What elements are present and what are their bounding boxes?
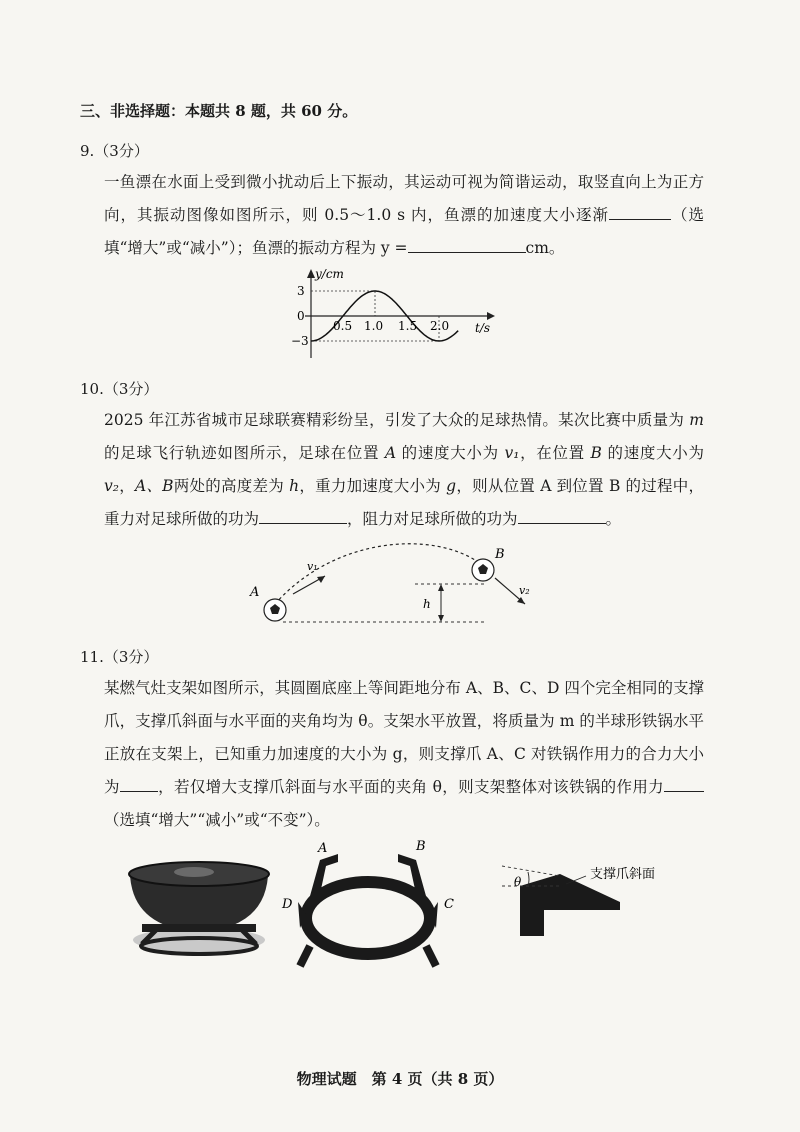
x-axis-arrow [487, 312, 495, 320]
label-theta: θ [514, 875, 522, 889]
label-v1: v₁ [307, 560, 318, 573]
question-11-number: 11.（3分） [80, 648, 159, 666]
stand-ring [306, 882, 430, 954]
claw-cross-section-figure [500, 856, 700, 946]
x-tick-label: 0.5 [333, 319, 353, 333]
answer-blank[interactable] [259, 508, 347, 525]
x-tick-label: 1.0 [364, 319, 384, 333]
trajectory-curve [275, 544, 481, 604]
y-tick-label: 0 [297, 309, 305, 323]
question-9-text: 一鱼漂在水面上受到微小扰动后上下振动，其运动可视为简谐运动，取竖直向上为正方向，其振动图像如图所示，则 0.5～1.0 s 内，鱼漂的加速度大小逐渐 （选填“增大”或“减小”）；鱼漂的振动方程为 y = cm。 [104, 173, 704, 257]
claw-profile [520, 874, 620, 936]
wok-photo [124, 850, 274, 960]
question-11-text: 某燃气灶支架如图所示，其圆圈底座上等间距地分布 A、B、C、D 四个完全相同的支撑爪，支撑爪斜面与水平面的夹角均为 θ。支架水平放置，将质量为 m 的半球形铁锅水平正放在支架上，已知重力加速度的大小为 g，则支撑爪 A、C 对铁锅作用力的合力大小为 ，若仅增大支撑爪斜面与水平面的夹角 θ，则支架整体对该铁锅的作用力（选填“增大”“减小”或“不变”）。 [104, 679, 704, 829]
question-9-number: 9.（3分） [80, 142, 149, 160]
x-axis-label: t/s [475, 321, 491, 335]
label-surface: 支撑爪斜面 [590, 867, 656, 882]
vibration-graph [285, 266, 505, 360]
x-tick-label: 2.0 [430, 319, 450, 333]
football-b [472, 559, 494, 581]
answer-blank[interactable] [518, 508, 606, 525]
label-v2: v₂ [519, 584, 530, 597]
label-a: A [250, 585, 260, 600]
answer-blank[interactable] [408, 237, 526, 254]
y-tick-label: −3 [291, 334, 309, 348]
answer-blank[interactable] [609, 204, 671, 221]
football-trajectory-figure [245, 536, 555, 636]
burner-stand-figure [280, 836, 460, 976]
label-c: C [444, 897, 454, 912]
label-b: B [495, 547, 505, 562]
y-axis-label: y/cm [315, 267, 344, 281]
question-10-number: 10.（3分） [80, 380, 159, 398]
question-10-text: 2025 年江苏省城市足球联赛精彩纷呈，引发了大众的足球热情。某次比赛中质量为 m的足球飞行轨迹如图所示，足球在位置 A 的速度大小为 v₁，在位置 B 的速度大小为 v₂，A、B两处的高度差为 h，重力加速度大小为 g，则从位置 A 到位置 B 的过程中，重力对足球所做的功为 ，阻力对足球所做的功为 。 [104, 411, 704, 528]
label-b: B [416, 839, 426, 854]
answer-blank[interactable] [120, 776, 158, 793]
answer-blank[interactable] [664, 776, 704, 793]
slope-extension-line [502, 866, 560, 876]
label-d: D [282, 897, 293, 912]
y-axis-arrow [307, 269, 315, 278]
football-a [264, 599, 286, 621]
y-tick-label: 3 [297, 284, 305, 298]
page-footer: 物理试题 第 4 页（共 8 页） [296, 1070, 504, 1088]
label-h: h [423, 597, 431, 611]
section-title: 三、非选择题：本题共 8 题，共 60 分。 [80, 102, 358, 120]
angle-arc [528, 872, 529, 886]
label-a: A [318, 841, 328, 856]
x-tick-label: 1.5 [398, 319, 418, 333]
